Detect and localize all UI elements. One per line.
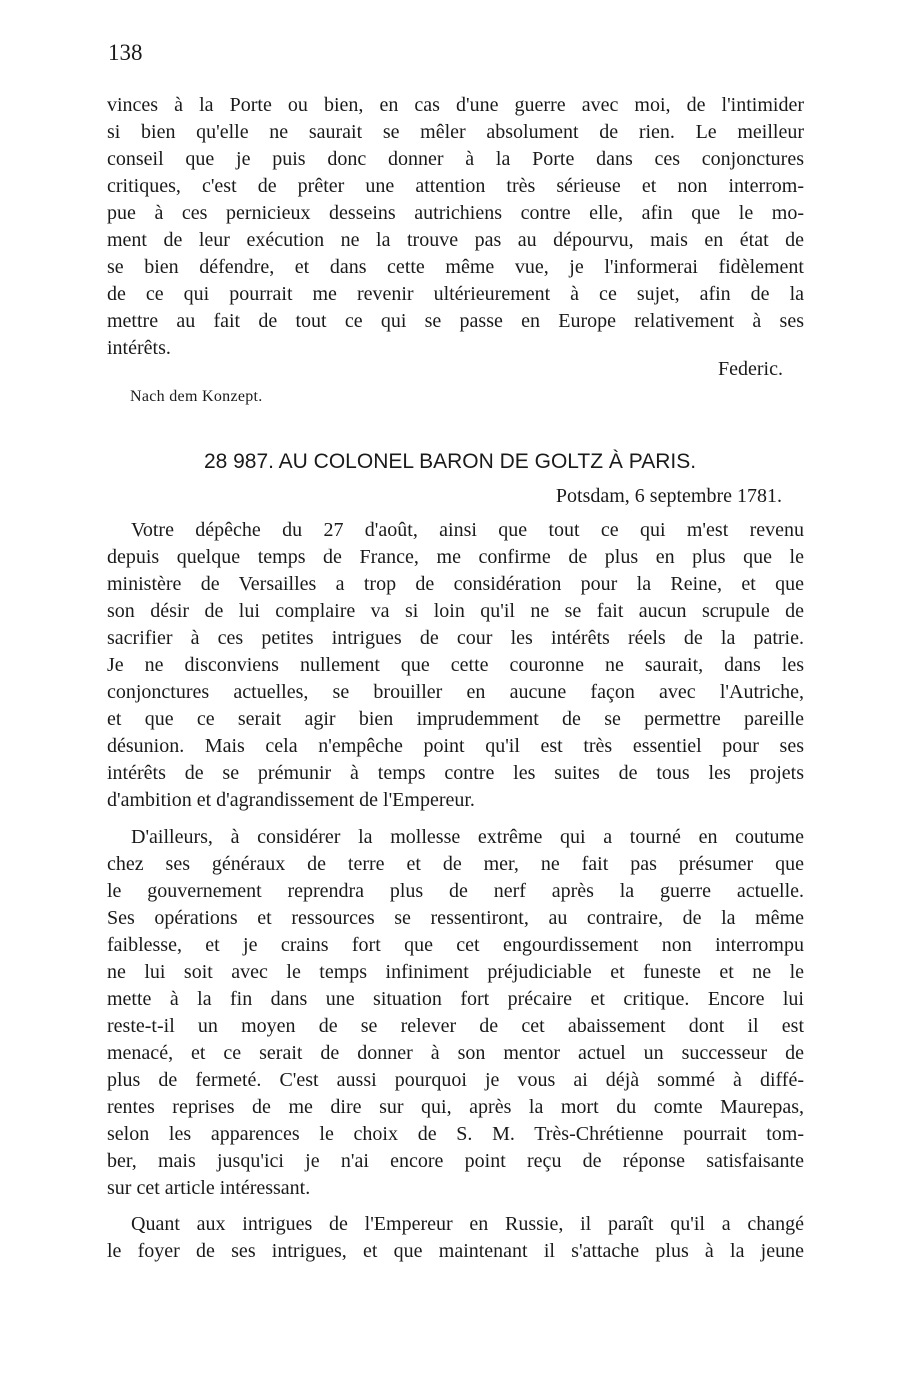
letter-heading: 28 987. AU COLONEL BARON DE GOLTZ À PARIS. [203, 450, 697, 473]
text-line: intérêts. [107, 337, 171, 359]
text-line: si bien qu'elle ne saurait se mêler absolument de rien. Le meilleur [107, 121, 804, 143]
text-line: faiblesse, et je crains fort que cet engourdissement non interrompu [107, 934, 804, 956]
page-number: 138 [108, 40, 143, 65]
text-line: sur cet article intéressant. [107, 1177, 311, 1199]
text-line: et que ce serait agir bien imprudemment de se permettre pareille [107, 708, 804, 730]
text-line: Je ne disconviens nullement que cette couronne ne saurait, dans les [107, 654, 804, 676]
dateline: Potsdam, 6 septembre 1781. [555, 485, 782, 507]
text-line: ment de leur exécution ne la trouve pas au dépourvu, mais en état de [107, 229, 804, 251]
text-line: reste-t-il un moyen de se relever de cet abaissement dont il est [107, 1015, 804, 1037]
text-line: selon les apparences le choix de S. M. Très-Chrétienne pourrait tom- [107, 1123, 804, 1145]
source-note: Nach dem Konzept. [130, 388, 263, 405]
text-line: le foyer de ses intrigues, et que maintenant il s'attache plus à la jeune [107, 1240, 804, 1262]
text-line: menacé, et ce serait de donner à son mentor actuel un successeur de [107, 1042, 804, 1064]
signature: Federic. [718, 358, 783, 380]
text-line: désunion. Mais cela n'empêche point qu'il est très essentiel pour ses [107, 735, 804, 757]
text-line: Ses opérations et ressources se ressentiront, au contraire, de la même [107, 907, 804, 929]
text-line: de ce qui pourrait me revenir ultérieurement à ce sujet, afin de la [107, 283, 804, 305]
text-line: depuis quelque temps de France, me confirme de plus en plus que le [107, 546, 804, 568]
text-line: D'ailleurs, à considérer la mollesse extrême qui a tourné en coutume [131, 826, 804, 848]
text-line: d'ambition et d'agrandissement de l'Empereur. [107, 789, 475, 811]
text-line: ne lui soit avec le temps infiniment préjudiciable et funeste et ne le [107, 961, 804, 983]
text-line: conjonctures actuelles, se brouiller en aucune façon avec l'Autriche, [107, 681, 804, 703]
text-line: critiques, c'est de prêter une attention très sérieuse et non interrom- [107, 175, 804, 197]
text-line: rentes reprises de me dire sur qui, après la mort du comte Maurepas, [107, 1096, 804, 1118]
text-line: mettre au fait de tout ce qui se passe en Europe relativement à ses [107, 310, 804, 332]
text-line: Votre dépêche du 27 d'août, ainsi que tout ce qui m'est revenu [131, 519, 804, 541]
text-line: conseil que je puis donc donner à la Porte dans ces conjonctures [107, 148, 804, 170]
text-line: plus de fermeté. C'est aussi pourquoi je vous ai déjà sommé à diffé- [107, 1069, 804, 1091]
text-line: mette à la fin dans une situation fort précaire et critique. Encore lui [107, 988, 804, 1010]
text-line: vinces à la Porte ou bien, en cas d'une guerre avec moi, de l'intimider [107, 94, 804, 116]
text-line: son désir de lui complaire va si loin qu'il ne se fait aucun scrupule de [107, 600, 804, 622]
text-line: intérêts de se prémunir à temps contre les suites de tous les projets [107, 762, 804, 784]
text-line: le gouvernement reprendra plus de nerf après la guerre actuelle. [107, 880, 804, 902]
text-line: pue à ces pernicieux desseins autrichiens contre elle, afin que le mo- [107, 202, 804, 224]
text-line: ber, mais jusqu'ici je n'ai encore point reçu de réponse satisfaisante [107, 1150, 804, 1172]
text-line: ministère de Versailles a trop de considération pour la Reine, et que [107, 573, 804, 595]
text-line: Quant aux intrigues de l'Empereur en Russie, il paraît qu'il a changé [131, 1213, 804, 1235]
text-line: se bien défendre, et dans cette même vue, je l'informerai fidèlement [107, 256, 804, 278]
text-line: sacrifier à ces petites intrigues de cour les intérêts réels de la patrie. [107, 627, 804, 649]
text-line: chez ses généraux de terre et de mer, ne fait pas présumer que [107, 853, 804, 875]
